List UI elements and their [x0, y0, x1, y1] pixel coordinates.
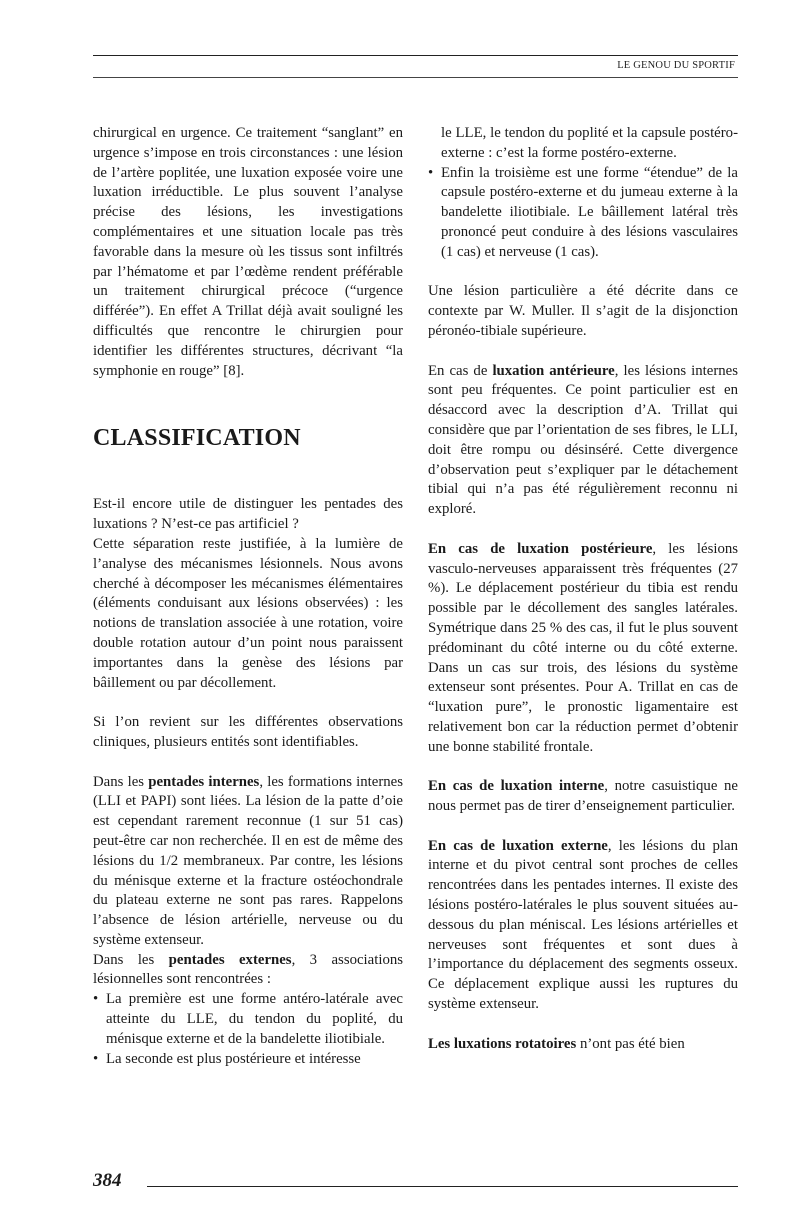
bold-term: En cas de luxation interne [428, 778, 605, 795]
section-heading: CLASSIFICATION [93, 425, 301, 452]
paragraph: En cas de luxation externe, les lésions du plan interne et du pivot central sont proches de celles rencontrées dans les pentades internes. Il existe des lésions postéro-latérales le plus souvent situées au-dessous du plan méniscal. Les lésions artérielles et nerveuses sont fréquentes et sont dues à l’importance du déplacement des segments osseux. Ce déplacement explique aussi les ruptures du système extenseur. [428, 837, 739, 1013]
list-item: • La seconde est plus postérieure et intéresse [93, 1050, 403, 1070]
footer-rule [147, 1186, 738, 1187]
bold-term: pentades externes [168, 951, 292, 968]
paragraph: Une lésion particulière a été décrite dans ce contexte par W. Muller. Il s’agit de la disjonction péronéo-tibiale supérieure. [428, 283, 738, 339]
paragraph: le LLE, le tendon du poplité et la capsule postéro-externe : c’est la forme postéro-externe. [441, 125, 738, 161]
paragraph: Les luxations rotatoires n’ont pas été bien [428, 1035, 685, 1052]
paragraph: Cette séparation reste justifiée, à la lumière de l’analyse des mécanismes lésionnels. Nous avons cherché à décomposer les mécanismes élémentaires (éléments conduisant aux lésions observées) : les notions de translation associée à une rotation, voire double rotation autour d’un point nous paraissent importantes dans la genèse des lésions par bâillement ou par décollement. [93, 535, 403, 691]
bold-term: En cas de luxation externe [428, 837, 608, 854]
list-item: • Enfin la troisième est une forme “étendue” de la capsule postéro-externe et du jumeau externe à la bandelette iliotibiale. Le bâillement latéral très prononcé peut conduire à des lésions vasculaires (1 cas) et nerveuse (1 cas). [428, 164, 738, 263]
page-number: 384 [93, 1170, 122, 1191]
paragraph: chirurgical en urgence. Ce traitement “sanglant” en urgence s’impose en trois circonstances : une lésion de l’artère poplitée, une luxation exposée voire une luxation irréductible. Le plus souvent l’analyse précise des lésions, les investigations complémentaires et une situation locale pas très favorable dans la mesure où les tissus sont infiltrés par l’hématome et par l’œdème rendent préférable un traitement chirurgical précoce (“urgence différée”). En effet A Trillat déjà avait souligné les difficultés que rencontre le chirurgien pour identifier les différentes structures, décrivant “la symphonie en rouge” [8]. [93, 125, 403, 379]
bold-term: luxation antérieure [492, 362, 615, 379]
left-column [93, 124, 403, 1069]
header-sub-rule [93, 77, 738, 78]
paragraph: Dans les pentades internes, les formations internes (LLI et PAPI) sont liées. La lésion de la patte d’oie est cependant rarement reconnue (1 sur 51 cas) peut-être car non recherchée. Il en est de même des lésions du 1/2 membraneux. Par contre, les lésions du ménisque externe et la fracture ostéochondrale du plateau externe ne sont pas rares. Rappelons l’absence de lésion artérielle, nerveuse ou du système extenseur. [93, 773, 403, 948]
list-item: • La première est une forme antéro-latérale avec atteinte du LLE, du tendon du poplité, du ménisque externe et de la bandelette iliotibiale. [93, 990, 403, 1049]
paragraph: Dans les pentades externes, 3 associations lésionnelles sont rencontrées : [93, 951, 403, 988]
bullet-list [428, 164, 738, 263]
bold-term: En cas de luxation postérieure [428, 540, 653, 557]
header-rule [93, 55, 738, 56]
paragraph: Est-il encore utile de distinguer les pentades des luxations ? N’est-ce pas artificiel ? [93, 496, 403, 533]
paragraph: En cas de luxation interne, notre casuistique ne nous permet pas de tirer d’enseignement particulier. [428, 778, 739, 815]
paragraph: Si l’on revient sur les différentes observations cliniques, plusieurs entités sont identifiables. [93, 714, 403, 750]
running-title: LE GENOU DU SPORTIF [617, 60, 735, 71]
bold-term: pentades internes [148, 773, 260, 790]
paragraph: En cas de luxation postérieure, les lésions vasculo-nerveuses apparaissent très fréquentes (27 %). Le déplacement postérieur du tibia est rendu possible par le décollement des sangles latérales. Symétrique dans 25 % des cas, il fut le plus souvent prédominant du côté interne ou du côté externe. Dans un cas sur trois, des lésions du système extenseur sont présentes. Pour A. Trillat en cas de “luxation pure”, le pronostic ligamentaire est relativement bon car la réduction permet d’obtenir une bonne stabilité frontale. [428, 540, 738, 755]
bold-term: Les luxations rotatoires [428, 1035, 577, 1052]
paragraph: En cas de luxation antérieure, les lésions internes sont peu fréquentes. Ce point particulier est en désaccord avec la description d’A. Trillat qui considère que par l’orientation de ses fibres, le LLI, doit être rompu ou désinséré. Cette divergence d’observation peut s’expliquer par le détachement tibial qui n’a pas été régulièrement reconnu ni exploré. [428, 362, 738, 518]
bullet-list [93, 990, 403, 1069]
right-column [428, 124, 738, 1054]
